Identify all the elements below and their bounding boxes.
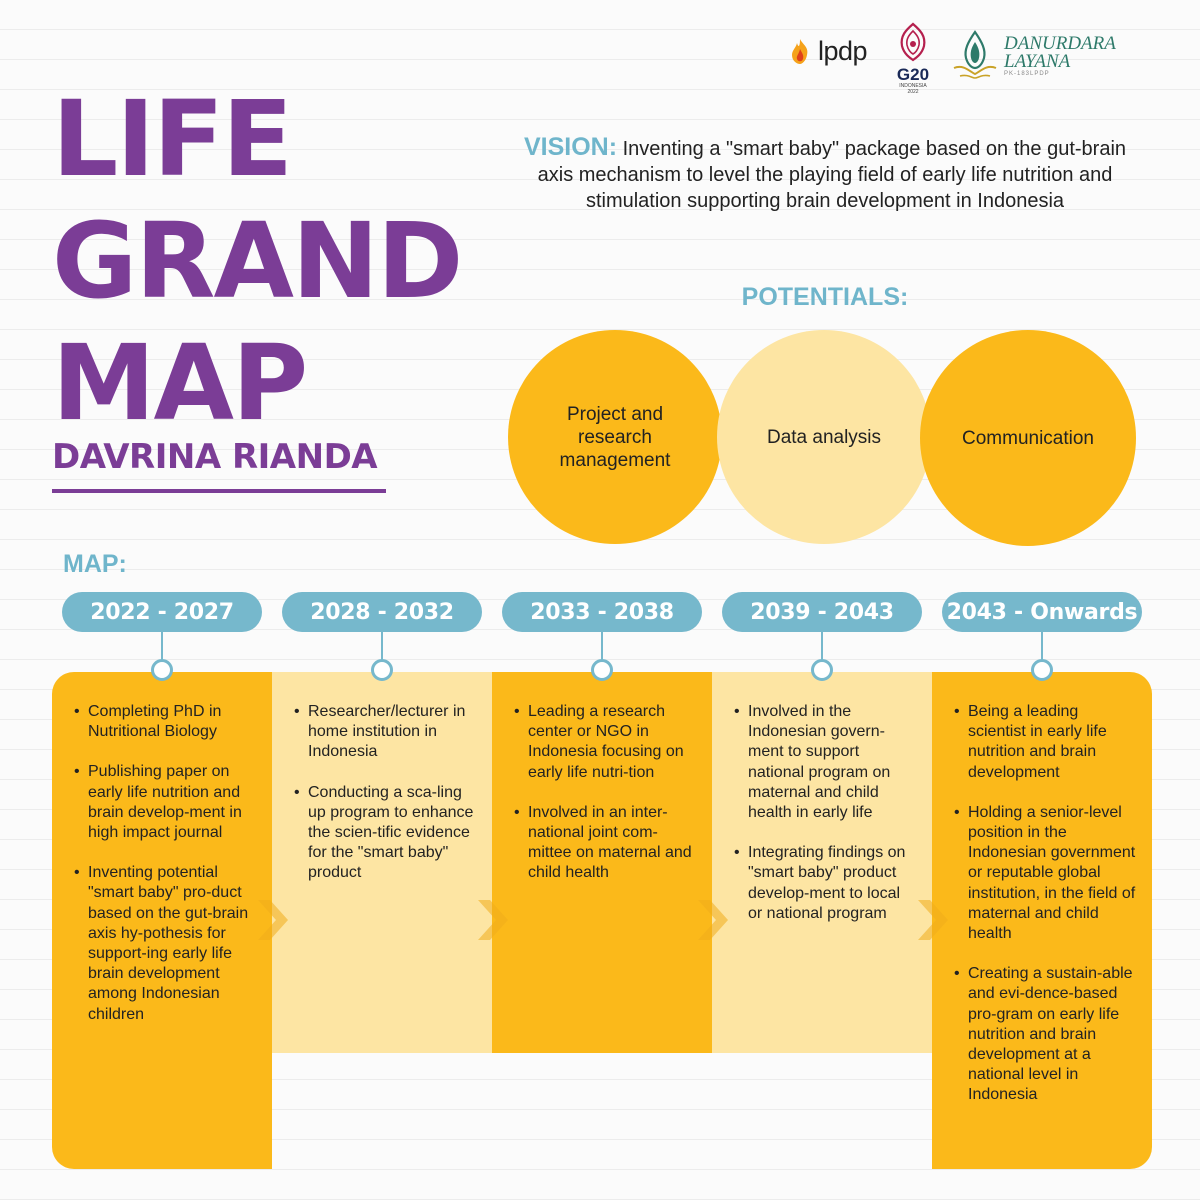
timeline-dot bbox=[811, 659, 833, 681]
milestone-item: • Holding a senior-level position in the Indonesian government or reputable global institution, in the field of maternal and child health bbox=[968, 803, 1138, 944]
batch-text: PK-183LPDP bbox=[1004, 71, 1050, 77]
potential-label: Communication bbox=[962, 427, 1094, 449]
potential-label: Project and research management bbox=[559, 403, 671, 471]
timeline-stem bbox=[381, 632, 383, 662]
title-line-3: MAP bbox=[52, 322, 307, 444]
milestone-item: • Being a leading scientist in early life nutrition and brain development bbox=[968, 702, 1138, 783]
author-name: DAVRINA RIANDA bbox=[52, 437, 378, 477]
potential-circle-3 bbox=[920, 330, 1136, 546]
period-pill-1: 2022 - 2027 bbox=[62, 592, 262, 632]
period-panel-2 bbox=[272, 672, 492, 1053]
milestone-item: • Leading a research center or NGO in Indonesia focusing on early life nutri-tion bbox=[528, 702, 698, 783]
danurdara-layana-logo bbox=[950, 28, 1116, 84]
milestone-item: • Inventing potential "smart baby" pro-duct based on the gut-brain axis hy-pothesis for support-ing early life brain development among Indonesian children bbox=[88, 863, 258, 1025]
lpdp-text: lpdp bbox=[818, 36, 868, 66]
chevron-right-icon bbox=[694, 896, 734, 944]
timeline-dot bbox=[591, 659, 613, 681]
milestone-list bbox=[968, 702, 1138, 1106]
potentials-label: POTENTIALS: bbox=[741, 283, 909, 311]
timeline-stem bbox=[601, 632, 603, 662]
lpdp-logo bbox=[785, 36, 867, 67]
g20-year: 2022 bbox=[907, 89, 919, 95]
milestone-item: • Involved in an inter-national joint com-mittee on maternal and child health bbox=[528, 803, 698, 884]
title-line-2: GRAND bbox=[52, 200, 462, 322]
milestone-item: • Publishing paper on early life nutrition and brain develop-ment in high impact journal bbox=[88, 762, 258, 843]
flame-icon bbox=[785, 37, 815, 67]
period-panel-4 bbox=[712, 672, 932, 1053]
period-pill-4: 2039 - 2043 bbox=[722, 592, 922, 632]
chevron-right-icon bbox=[254, 896, 294, 944]
milestone-item: • Integrating findings on "smart baby" product develop-ment to local or national program bbox=[748, 843, 918, 924]
period-panel-5 bbox=[932, 672, 1152, 1169]
vision-text: Inventing a "smart baby" package based on the gut-brain axis mechanism to level the playing field of early life nutrition and stimulation supporting brain development in Indonesia bbox=[537, 138, 1127, 212]
period-pill-3: 2033 - 2038 bbox=[502, 592, 702, 632]
title-line-1: LIFE bbox=[52, 78, 292, 200]
g20-text: G20 bbox=[896, 65, 930, 84]
milestone-list bbox=[748, 702, 918, 924]
period-panel-3 bbox=[492, 672, 712, 1053]
milestone-item: • Conducting a sca-ling up program to enhance the scien-tific evidence for the "smart baby" product bbox=[308, 783, 478, 884]
timeline-dot bbox=[151, 659, 173, 681]
potential-label: Data analysis bbox=[766, 426, 882, 448]
milestone-item: • Researcher/lecturer in home institution in Indonesia bbox=[308, 702, 478, 763]
potential-circle-1 bbox=[508, 330, 722, 544]
vision-label: VISION: bbox=[523, 133, 618, 161]
page-title bbox=[52, 78, 461, 444]
timeline-dot bbox=[1031, 659, 1053, 681]
milestone-list bbox=[308, 702, 478, 884]
g20-emblem-icon bbox=[896, 22, 930, 62]
timeline-stem bbox=[821, 632, 823, 662]
period-panel-1 bbox=[52, 672, 272, 1169]
timeline-stem bbox=[161, 632, 163, 662]
map-label: MAP: bbox=[63, 550, 127, 578]
danurdara-text: DANURDARA bbox=[1004, 33, 1116, 54]
timeline-stem bbox=[1041, 632, 1043, 662]
period-pill-5: 2043 - Onwards bbox=[942, 592, 1142, 632]
logo-bar bbox=[785, 22, 1145, 102]
milestone-list bbox=[88, 702, 258, 1025]
chevron-right-icon bbox=[474, 896, 514, 944]
author-underline bbox=[52, 489, 386, 493]
g20-logo bbox=[890, 22, 936, 95]
g20-country: INDONESIA bbox=[899, 83, 927, 89]
chevron-right-icon bbox=[914, 896, 954, 944]
milestone-item: • Creating a sustain-able and evi-dence-based pro-gram on early life nutrition and brain development at a national level in Indonesia bbox=[968, 964, 1138, 1105]
timeline-dot bbox=[371, 659, 393, 681]
milestone-list bbox=[528, 702, 698, 884]
milestone-item: • Completing PhD in Nutritional Biology bbox=[88, 702, 258, 742]
period-pill-2: 2028 - 2032 bbox=[282, 592, 482, 632]
milestone-item: • Involved in the Indonesian govern-ment to support national program on maternal and child health in early life bbox=[748, 702, 918, 823]
leaf-drop-icon bbox=[950, 28, 1000, 84]
layana-text: LAYANA bbox=[1004, 51, 1071, 72]
potential-circle-2 bbox=[717, 330, 931, 544]
vision-statement bbox=[505, 134, 1145, 214]
